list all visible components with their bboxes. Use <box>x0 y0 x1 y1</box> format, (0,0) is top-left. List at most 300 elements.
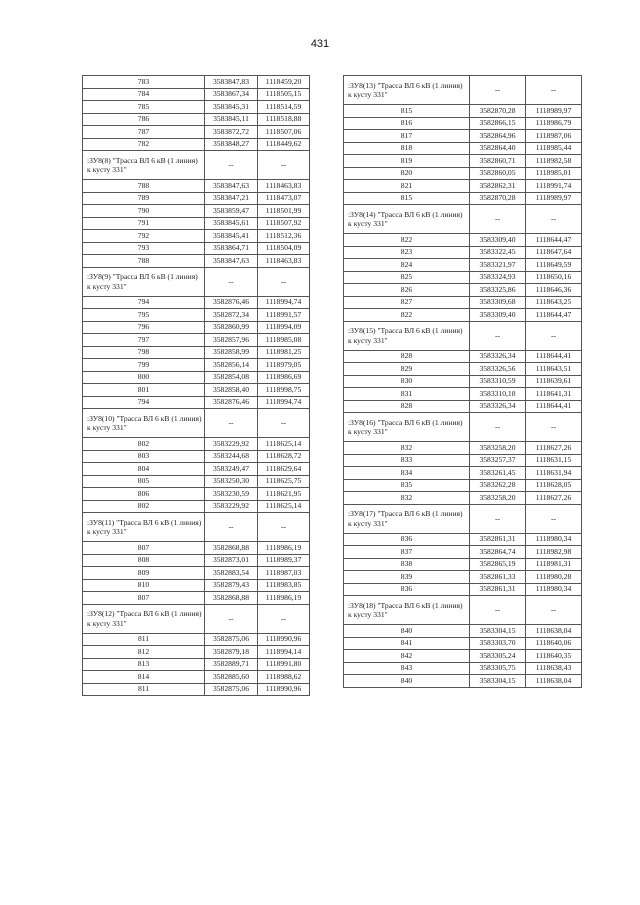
point-number: 836 <box>344 533 470 546</box>
point-row <box>83 101 310 114</box>
point-row <box>83 658 310 671</box>
point-row <box>83 633 310 646</box>
point-row <box>83 475 310 488</box>
parcel-label: :ЗУ8(8) "Трасса ВЛ 6 кВ (1 линия) к кусту 331" <box>83 151 205 180</box>
coordinate-x: 3582885,60 <box>205 671 258 684</box>
coordinate-x: 3583262,28 <box>470 479 526 492</box>
coordinate-x: 3583845,41 <box>205 230 258 243</box>
parcel-header-row <box>83 267 310 296</box>
point-number: 817 <box>344 130 470 143</box>
coordinate-y: 1118501,99 <box>258 205 310 218</box>
coordinate-x: 3583845,31 <box>205 101 258 114</box>
point-number: 783 <box>83 76 205 89</box>
coordinate-y: 1118449,62 <box>258 138 310 151</box>
point-number: 806 <box>83 488 205 501</box>
point-row <box>83 683 310 696</box>
coordinate-x: 3583322,45 <box>470 246 526 259</box>
coordinate-y: 1118459,20 <box>258 76 310 89</box>
point-number: 786 <box>83 113 205 126</box>
point-row <box>83 359 310 372</box>
point-number: 836 <box>344 583 470 596</box>
coordinate-x: -- <box>205 604 258 633</box>
parcel-header-row <box>344 76 582 105</box>
coordinate-x: 3582857,96 <box>205 334 258 347</box>
point-row <box>344 284 582 297</box>
point-row <box>83 542 310 555</box>
point-row <box>83 126 310 139</box>
coordinate-x: 3582856,14 <box>205 359 258 372</box>
coordinate-y: 1118982,98 <box>526 546 582 559</box>
coordinate-x: -- <box>470 76 526 105</box>
coordinate-x: 3582864,74 <box>470 546 526 559</box>
point-number: 794 <box>83 396 205 409</box>
point-row <box>83 567 310 580</box>
coordinate-y: 1118625,14 <box>258 500 310 513</box>
point-number: 815 <box>344 192 470 205</box>
point-number: 840 <box>344 625 470 638</box>
point-row <box>344 625 582 638</box>
point-row <box>83 217 310 230</box>
point-row <box>344 479 582 492</box>
point-row <box>344 363 582 376</box>
point-number: 838 <box>344 558 470 571</box>
coordinate-y: 1118473,07 <box>258 192 310 205</box>
coordinate-x: 3583303,70 <box>470 637 526 650</box>
coordinate-y: 1118512,36 <box>258 230 310 243</box>
coordinate-y: 1118986,19 <box>258 592 310 605</box>
coordinate-x: -- <box>205 151 258 180</box>
point-row <box>344 400 582 413</box>
coordinate-x: 3582876,46 <box>205 396 258 409</box>
point-number: 826 <box>344 284 470 297</box>
point-number: 841 <box>344 637 470 650</box>
point-number: 795 <box>83 309 205 322</box>
point-row <box>83 371 310 384</box>
coordinate-y: 1118649,59 <box>526 259 582 272</box>
parcel-header-row <box>83 151 310 180</box>
coordinate-x: 3583310,18 <box>470 388 526 401</box>
point-number: 784 <box>83 88 205 101</box>
point-row <box>344 180 582 193</box>
coordinate-x: 3583324,93 <box>470 271 526 284</box>
point-number: 819 <box>344 155 470 168</box>
point-row <box>344 583 582 596</box>
point-row <box>344 375 582 388</box>
coordinate-y: 1118631,94 <box>526 467 582 480</box>
point-number: 811 <box>83 683 205 696</box>
point-row <box>83 488 310 501</box>
coordinate-x: -- <box>470 205 526 234</box>
coordinate-y: 1118985,44 <box>526 142 582 155</box>
point-number: 842 <box>344 650 470 663</box>
point-row <box>83 192 310 205</box>
point-row <box>344 637 582 650</box>
coordinate-x: 3583309,40 <box>470 234 526 247</box>
point-row <box>344 558 582 571</box>
coordinate-x: 3583261,45 <box>470 467 526 480</box>
point-number: 825 <box>344 271 470 284</box>
coordinate-y: 1118627,26 <box>526 492 582 505</box>
coordinate-y: 1118463,83 <box>258 255 310 268</box>
point-number: 832 <box>344 492 470 505</box>
point-row <box>83 579 310 592</box>
coordinate-y: 1118640,06 <box>526 637 582 650</box>
coordinate-x: 3582883,54 <box>205 567 258 580</box>
point-row <box>83 334 310 347</box>
point-number: 837 <box>344 546 470 559</box>
coordinate-x: 3583847,63 <box>205 255 258 268</box>
coordinate-y: 1118980,34 <box>526 533 582 546</box>
point-number: 807 <box>83 542 205 555</box>
coordinate-y: -- <box>258 604 310 633</box>
coordinate-y: -- <box>526 321 582 350</box>
coordinate-y: 1118990,96 <box>258 633 310 646</box>
coordinate-x: 3583845,61 <box>205 217 258 230</box>
point-number: 796 <box>83 321 205 334</box>
point-row <box>344 492 582 505</box>
point-row <box>344 675 582 688</box>
coordinate-x: 3583305,75 <box>470 662 526 675</box>
point-number: 797 <box>83 334 205 347</box>
coordinate-x: 3583864,71 <box>205 242 258 255</box>
coordinate-y: 1118980,34 <box>526 583 582 596</box>
coordinate-x: 3583257,37 <box>470 454 526 467</box>
coordinate-y: 1118463,83 <box>258 180 310 193</box>
page-number: 431 <box>310 38 330 50</box>
point-row <box>83 592 310 605</box>
point-row <box>344 350 582 363</box>
coordinate-x: 3583325,86 <box>470 284 526 297</box>
coordinate-x: 3582876,46 <box>205 296 258 309</box>
coordinate-y: 1118985,08 <box>258 334 310 347</box>
point-number: 798 <box>83 346 205 359</box>
point-number: 812 <box>83 646 205 659</box>
point-number: 831 <box>344 388 470 401</box>
coordinate-x: 3582866,15 <box>470 117 526 130</box>
coordinate-x: 3582870,28 <box>470 192 526 205</box>
coordinate-x: 3582860,05 <box>470 167 526 180</box>
point-number: 820 <box>344 167 470 180</box>
point-row <box>344 296 582 309</box>
coordinate-x: 3583305,24 <box>470 650 526 663</box>
parcel-label: :ЗУ8(14) "Трасса ВЛ 6 кВ (1 линия) к кусту 331" <box>344 205 470 234</box>
point-row <box>344 105 582 118</box>
point-number: 802 <box>83 438 205 451</box>
coordinate-x: 3583244,68 <box>205 450 258 463</box>
coordinate-x: 3582879,18 <box>205 646 258 659</box>
coordinate-x: 3583847,21 <box>205 192 258 205</box>
coordinate-y: 1118987,03 <box>258 567 310 580</box>
coordinate-y: 1118980,28 <box>526 571 582 584</box>
coordinate-x: 3582864,96 <box>470 130 526 143</box>
point-row <box>344 309 582 322</box>
coordinate-y: 1118986,79 <box>526 117 582 130</box>
point-row <box>83 296 310 309</box>
point-row <box>83 346 310 359</box>
coordinate-y: 1118518,88 <box>258 113 310 126</box>
coordinate-x: 3582861,31 <box>470 583 526 596</box>
parcel-label: :ЗУ8(13) "Трасса ВЛ 6 кВ (1 линия) к кусту 331" <box>344 76 470 105</box>
point-number: 809 <box>83 567 205 580</box>
coordinate-x: 3583872,72 <box>205 126 258 139</box>
coordinate-y: 1118989,97 <box>526 105 582 118</box>
coordinate-x: 3582875,06 <box>205 633 258 646</box>
coordinate-y: 1118989,37 <box>258 554 310 567</box>
coordinate-y: 1118507,92 <box>258 217 310 230</box>
coordinate-y: 1118983,85 <box>258 579 310 592</box>
point-number: 788 <box>83 180 205 193</box>
point-row <box>83 438 310 451</box>
parcel-header-row <box>83 604 310 633</box>
coordinate-y: 1118647,64 <box>526 246 582 259</box>
point-row <box>344 546 582 559</box>
coordinate-y: 1118991,57 <box>258 309 310 322</box>
coordinate-y: 1118981,31 <box>526 558 582 571</box>
coordinate-y: -- <box>258 409 310 438</box>
coordinate-y: 1118644,41 <box>526 400 582 413</box>
coordinate-y: 1118640,35 <box>526 650 582 663</box>
coordinate-x: 3583250,30 <box>205 475 258 488</box>
coordinate-y: 1118991,74 <box>526 180 582 193</box>
point-number: 811 <box>83 633 205 646</box>
point-row <box>83 309 310 322</box>
parcel-header-row <box>344 321 582 350</box>
point-row <box>344 271 582 284</box>
point-number: 816 <box>344 117 470 130</box>
coordinate-x: 3583326,34 <box>470 400 526 413</box>
coordinate-x: 3583258,20 <box>470 442 526 455</box>
point-row <box>344 259 582 272</box>
point-row <box>83 76 310 89</box>
point-number: 843 <box>344 662 470 675</box>
coordinates-table-left <box>82 75 310 696</box>
coordinate-x: 3583310,59 <box>470 375 526 388</box>
coordinate-y: 1118628,72 <box>258 450 310 463</box>
point-number: 827 <box>344 296 470 309</box>
parcel-label: :ЗУ8(10) "Трасса ВЛ 6 кВ (1 линия) к кусту 331" <box>83 409 205 438</box>
point-row <box>344 192 582 205</box>
coordinate-y: 1118982,58 <box>526 155 582 168</box>
coordinate-x: 3582862,31 <box>470 180 526 193</box>
coordinate-x: 3582860,71 <box>470 155 526 168</box>
point-number: 808 <box>83 554 205 567</box>
coordinate-y: -- <box>526 504 582 533</box>
point-number: 821 <box>344 180 470 193</box>
point-row <box>344 142 582 155</box>
point-row <box>83 646 310 659</box>
coordinate-x: 3583229,92 <box>205 500 258 513</box>
point-number: 787 <box>83 126 205 139</box>
coordinate-y: 1118981,25 <box>258 346 310 359</box>
point-number: 828 <box>344 400 470 413</box>
point-number: 839 <box>344 571 470 584</box>
parcel-header-row <box>344 596 582 625</box>
coordinate-y: 1118625,14 <box>258 438 310 451</box>
coordinate-y: 1118986,69 <box>258 371 310 384</box>
parcel-label: :ЗУ8(16) "Трасса ВЛ 6 кВ (1 линия) к кусту 331" <box>344 413 470 442</box>
point-number: 785 <box>83 101 205 114</box>
coordinate-y: 1118644,47 <box>526 234 582 247</box>
point-row <box>83 463 310 476</box>
coordinate-x: 3583847,83 <box>205 76 258 89</box>
coordinate-x: 3583848,27 <box>205 138 258 151</box>
coordinate-y: 1118643,51 <box>526 363 582 376</box>
point-row <box>344 167 582 180</box>
point-number: 832 <box>344 442 470 455</box>
point-number: 813 <box>83 658 205 671</box>
parcel-label: :ЗУ8(11) "Трасса ВЛ 6 кВ (1 линия) к кусту 331" <box>83 513 205 542</box>
coordinate-x: 3582873,01 <box>205 554 258 567</box>
coordinate-y: -- <box>526 596 582 625</box>
coordinate-x: 3582858,40 <box>205 384 258 397</box>
coordinate-x: -- <box>470 321 526 350</box>
coordinate-y: -- <box>526 76 582 105</box>
coordinate-x: 3583309,40 <box>470 309 526 322</box>
point-row <box>83 180 310 193</box>
coordinate-y: 1118644,47 <box>526 309 582 322</box>
parcel-label: :ЗУ8(15) "Трасса ВЛ 6 кВ (1 линия) к кусту 331" <box>344 321 470 350</box>
coordinate-x: 3582858,99 <box>205 346 258 359</box>
coordinate-x: 3582861,33 <box>470 571 526 584</box>
parcel-header-row <box>344 205 582 234</box>
coordinate-y: 1118988,62 <box>258 671 310 684</box>
point-number: 794 <box>83 296 205 309</box>
point-number: 818 <box>344 142 470 155</box>
point-number: 800 <box>83 371 205 384</box>
point-number: 799 <box>83 359 205 372</box>
coordinate-y: 1118644,41 <box>526 350 582 363</box>
parcel-label: :ЗУ8(12) "Трасса ВЛ 6 кВ (1 линия) к кусту 331" <box>83 604 205 633</box>
point-number: 822 <box>344 309 470 322</box>
point-row <box>83 384 310 397</box>
coordinate-y: 1118994,09 <box>258 321 310 334</box>
coordinate-y: 1118979,05 <box>258 359 310 372</box>
point-number: 823 <box>344 246 470 259</box>
point-row <box>83 255 310 268</box>
coordinate-y: 1118638,04 <box>526 675 582 688</box>
coordinate-x: 3583249,47 <box>205 463 258 476</box>
point-row <box>344 388 582 401</box>
point-number: 788 <box>83 255 205 268</box>
point-number: 802 <box>83 500 205 513</box>
point-row <box>344 234 582 247</box>
coordinate-y: -- <box>258 267 310 296</box>
coordinate-x: 3582865,19 <box>470 558 526 571</box>
point-row <box>83 450 310 463</box>
coordinate-x: 3583867,34 <box>205 88 258 101</box>
point-number: 828 <box>344 350 470 363</box>
coordinate-x: 3583321,97 <box>470 259 526 272</box>
coordinate-y: 1118989,97 <box>526 192 582 205</box>
coordinate-y: 1118641,31 <box>526 388 582 401</box>
point-row <box>344 571 582 584</box>
coordinate-y: 1118625,75 <box>258 475 310 488</box>
point-number: 833 <box>344 454 470 467</box>
coordinate-x: 3582889,71 <box>205 658 258 671</box>
point-number: 822 <box>344 234 470 247</box>
coordinate-y: 1118646,36 <box>526 284 582 297</box>
point-number: 804 <box>83 463 205 476</box>
coordinate-x: 3582879,43 <box>205 579 258 592</box>
point-row <box>344 662 582 675</box>
coordinate-x: -- <box>205 513 258 542</box>
coordinate-x: 3583258,20 <box>470 492 526 505</box>
coordinate-x: 3583859,47 <box>205 205 258 218</box>
point-number: 815 <box>344 105 470 118</box>
point-number: 807 <box>83 592 205 605</box>
parcel-header-row <box>344 413 582 442</box>
coordinates-table-right <box>343 75 582 688</box>
point-number: 830 <box>344 375 470 388</box>
point-number: 793 <box>83 242 205 255</box>
point-row <box>83 88 310 101</box>
coordinate-y: 1118991,80 <box>258 658 310 671</box>
coordinate-y: 1118986,19 <box>258 542 310 555</box>
point-number: 840 <box>344 675 470 688</box>
point-number: 791 <box>83 217 205 230</box>
coordinate-y: 1118621,95 <box>258 488 310 501</box>
point-number: 810 <box>83 579 205 592</box>
coordinate-x: 3582860,99 <box>205 321 258 334</box>
coordinate-x: 3583309,68 <box>470 296 526 309</box>
coordinate-y: 1118638,04 <box>526 625 582 638</box>
coordinate-x: 3582875,06 <box>205 683 258 696</box>
parcel-label: :ЗУ8(18) "Трасса ВЛ 6 кВ (1 линия) к кусту 331" <box>344 596 470 625</box>
point-number: 782 <box>83 138 205 151</box>
coordinate-y: 1118994,74 <box>258 396 310 409</box>
point-row <box>83 321 310 334</box>
coordinate-y: 1118514,59 <box>258 101 310 114</box>
coordinate-x: -- <box>470 413 526 442</box>
coordinate-x: 3583229,92 <box>205 438 258 451</box>
point-row <box>83 500 310 513</box>
point-row <box>83 242 310 255</box>
coordinate-x: 3582872,34 <box>205 309 258 322</box>
point-row <box>344 533 582 546</box>
point-number: 803 <box>83 450 205 463</box>
point-row <box>344 454 582 467</box>
point-number: 829 <box>344 363 470 376</box>
point-row <box>344 246 582 259</box>
point-row <box>83 138 310 151</box>
point-row <box>83 396 310 409</box>
coordinate-y: 1118985,01 <box>526 167 582 180</box>
point-row <box>344 155 582 168</box>
point-number: 835 <box>344 479 470 492</box>
parcel-label: :ЗУ8(9) "Трасса ВЛ 6 кВ (1 линия) к кусту 331" <box>83 267 205 296</box>
coordinate-y: 1118987,06 <box>526 130 582 143</box>
point-number: 801 <box>83 384 205 397</box>
parcel-header-row <box>83 409 310 438</box>
coordinate-y: 1118639,61 <box>526 375 582 388</box>
coordinate-x: 3583845,11 <box>205 113 258 126</box>
point-row <box>344 650 582 663</box>
coordinate-y: 1118650,16 <box>526 271 582 284</box>
coordinate-x: 3582868,88 <box>205 542 258 555</box>
point-number: 834 <box>344 467 470 480</box>
parcel-label: :ЗУ8(17) "Трасса ВЛ 6 кВ (1 линия) к кусту 331" <box>344 504 470 533</box>
point-row <box>83 671 310 684</box>
coordinate-x: -- <box>470 596 526 625</box>
coordinate-x: 3583230,59 <box>205 488 258 501</box>
point-row <box>83 230 310 243</box>
point-row <box>344 467 582 480</box>
point-row <box>344 130 582 143</box>
point-row <box>83 205 310 218</box>
coordinate-x: 3582864,40 <box>470 142 526 155</box>
coordinate-x: -- <box>205 267 258 296</box>
coordinate-y: 1118990,96 <box>258 683 310 696</box>
